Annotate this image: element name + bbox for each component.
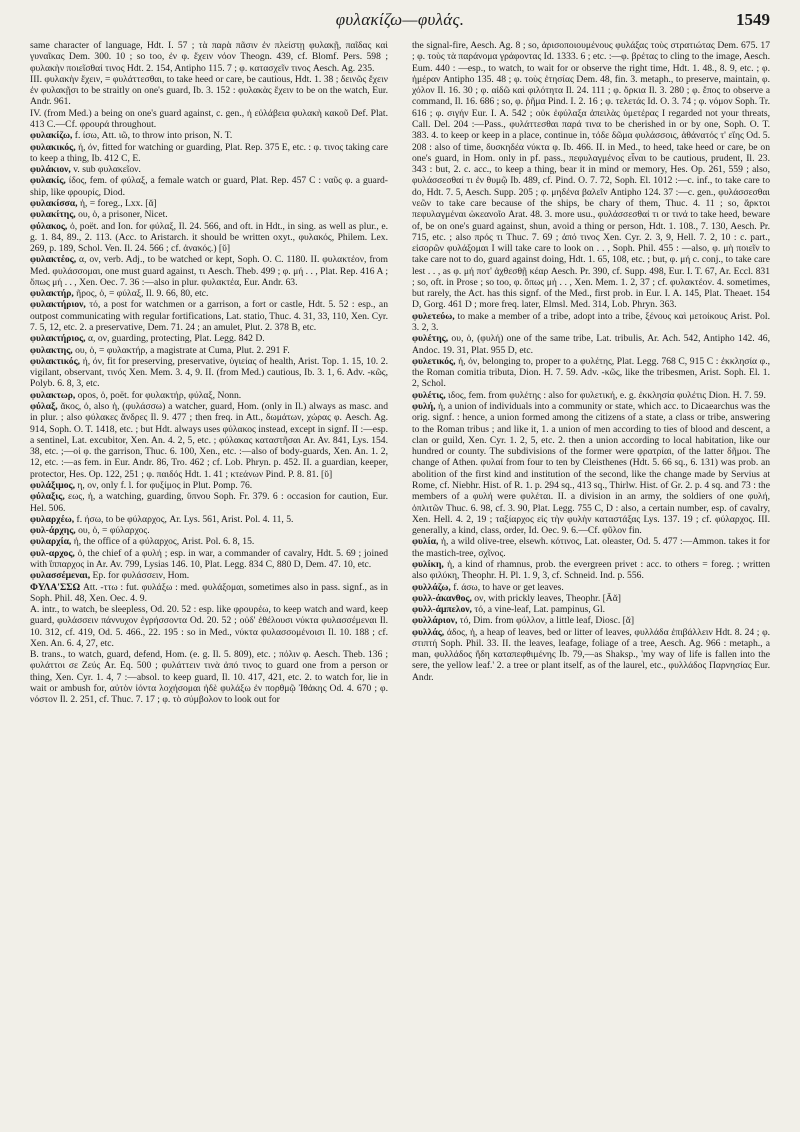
- dictionary-entry: [30, 288, 388, 299]
- entry-text: ἡ, a kind of rhamnus, prob. the evergreen privet : acc. to others = foreg. ; written also φιλύκη, Theophr. H. Pl. 1. 9, 3, cf. Schneid. Ind. p. 556.: [412, 558, 770, 582]
- headword: φύλαξις,: [30, 491, 65, 503]
- dictionary-entry: [412, 559, 770, 582]
- entry-text: f. ίσω, Att. ιῶ, to throw into prison, N. T.: [74, 130, 233, 142]
- headword: φυλλάριον,: [412, 615, 458, 627]
- headword: φυλ-άρχης,: [30, 525, 76, 537]
- entry-text: ιδος, fem. from φυλέτης : also for φυλετική, e. g. ἐκκλησία φυλέτις Dion. H. 7. 59.: [448, 389, 766, 401]
- entry-paragraph: [412, 40, 770, 311]
- headword: φυλή,: [412, 401, 436, 412]
- headword: φυλάξιμος,: [30, 479, 75, 491]
- dictionary-entry: [30, 525, 388, 536]
- dictionary-entry: [412, 615, 770, 626]
- headword: φυλακτικός,: [30, 355, 81, 367]
- headword: φυλακτέος,: [30, 254, 77, 266]
- entry-text: f. άσω, to have or get leaves.: [453, 581, 564, 593]
- entry-text: ἡ, a wild olive-tree, elsewh. κότινος, Lat. oleaster, Od. 5. 477 :—Ammon. takes it for the mastich-tree, σχῖνος.: [412, 536, 770, 559]
- entry-text: άδος, ἡ, a heap of leaves, bed or litter of leaves, φυλλάδα ἐπιβάλλειν Hdt. 8. 24 ; φ. στιπτή Soph. Phil. 33. II. the leaves, leafage, foliage of a tree, Aesch. Ag. 966 : metaph., a man, φυλλάδος ἤδη καταπεφθιμένης Ib. 79,—as Shaksp., 'my way of life is fallen into the sere, the yellow leaf.' 2. a tree or plant itself, as of the laurel, etc., φυλλάδος Παρνησίας Eur. Andr.: [412, 626, 770, 683]
- dictionary-entry: [412, 311, 770, 334]
- headword: φύλακος,: [30, 220, 68, 232]
- entry-text: ου, ὁ, = φυλακτήρ, a magistrate at Cuma, Plut. 2. 291 F.: [75, 344, 290, 356]
- dictionary-entry: [30, 299, 388, 333]
- dictionary-entry: [412, 333, 770, 356]
- entry-text: IV. (from Med.) a being on one's guard against, c. gen., ἡ εὐλάβεια φυλακὴ κακοῦ Def. Plat. 413 C.—Cf. φρουρά throughout.: [30, 107, 388, 130]
- dictionary-entry: [30, 491, 388, 514]
- entry-text: η, ον, only f. l. for φυξίμος in Plut. Pomp. 76.: [77, 479, 253, 491]
- running-head: φυλακίζω—φυλάς.: [335, 10, 465, 29]
- dictionary-entry: [30, 356, 388, 390]
- entry-text: III. φυλακὴν ἔχειν, = φυλάττεσθαι, to take heed or care, be cautious, Hdt. 1. 38 ; δεινῶς ἔχειν ἐν φυλακῇσι to be straitly on one's guard, Ib. 3. 152 : φυλακὰς ἔχειν to be on the watch, Eur. Andr. 961.: [30, 73, 388, 108]
- dictionary-entry: [30, 570, 388, 581]
- entry-paragraph: [30, 604, 388, 649]
- entry-text: f. ήσω, to be φύλαρχος, Ar. Lys. 561, Arist. Pol. 4. 11, 5.: [76, 513, 294, 525]
- entry-text: ου, ὁ, = φύλαρχος.: [78, 525, 150, 537]
- headword: φυλλ-άκανθος,: [412, 592, 472, 604]
- entry-text: τό, a post for watchmen or a garrison, a fort or castle, Hdt. 5. 52 : esp., an outpost communicating with regular fortifications, Lat. statio, Thuc. 4. 31, 33, 110, Xen. Cyr. 7. 5, 12, etc. 2. a preservative, Dem. 71. 24 ; an amulet, Plut. 2. 378 B, etc.: [30, 299, 388, 334]
- dictionary-entry: [30, 548, 388, 571]
- headword: φυλετικός,: [412, 355, 456, 367]
- entry-text: ὁ, poët. and Ion. for φύλαξ, Il. 24. 566, and oft. in Hdt., in sing. as well as plur., e. g. 1. 84, 89., 2. 113. (Acc. to Aristarch. it should be written oxyt., φυλακός, Philem. Lex. 269, p. 189, Schol. Ven. Il. 24. 566 ; cf. ἀνακός.) [ῠ]: [30, 220, 388, 255]
- entry-paragraph: [30, 108, 388, 131]
- entry-paragraph: [30, 74, 388, 108]
- entry-text: α, ον, guarding, protecting, Plat. Legg. 842 D.: [88, 333, 265, 345]
- left-column: [30, 40, 388, 1122]
- page-header: [30, 10, 770, 36]
- entry-text: Att. -ττω : fut. φυλάξω : med. φυλάξομαι, sometimes also in pass. signf., as in Soph. Phil. 48, Xen. Oec. 4. 9.: [30, 581, 388, 604]
- dictionary-entry: [30, 198, 388, 209]
- headword: φυλέτις,: [412, 389, 446, 401]
- entry-text: to make a member of a tribe, adopt into a tribe, ξένους καὶ μετοίκους Arist. Pol. 3. 2, 3.: [412, 310, 770, 334]
- columns: [30, 40, 770, 1122]
- entry-text: ή, όν, fitted for watching or guarding, Plat. Rep. 375 E, etc. : φ. τινος taking care to keep a thing, Ib. 412 C, E.: [30, 141, 388, 164]
- dictionary-entry: [30, 164, 388, 175]
- dictionary-entry: [30, 345, 388, 356]
- headword: φυλία,: [412, 536, 439, 548]
- dictionary-entry: [30, 130, 388, 141]
- entry-text: τό, Dim. from φύλλον, a little leaf, Diosc. [ᾰ]: [459, 615, 635, 627]
- entry-text: ου, ὁ, a prisoner, Nicet.: [78, 209, 168, 221]
- entry-paragraph: [30, 649, 388, 705]
- headword: φυλακτωρ,: [30, 389, 76, 401]
- entry-text: v. sub φυλακεῖον.: [73, 164, 141, 176]
- entry-text: τό, a vine-leaf, Lat. pampinus, Gl.: [474, 604, 606, 616]
- headword: φύλαξ,: [30, 401, 58, 412]
- headword: ΦΥΛΑ'ΣΣΩ: [30, 581, 81, 593]
- entry-text: ἡ, = foreg., Lxx. [ᾰ]: [79, 197, 157, 209]
- headword: φυλακτήριον,: [30, 299, 86, 311]
- dictionary-entry: [30, 480, 388, 491]
- dictionary-entry: [412, 536, 770, 559]
- entry-text: ἡ, a union of individuals into a community or state, which acc. to Dicaearchus was the orig. signf. : hence, a union formed among the citizens of a state, a class or tribe, answering to the Roman tribus ; and like it, 1. a union of men according to ties of blood and descent, a clan or guild, Xen. Cyr. 1. 2, 5, etc. 2. then a union according to local habitation, like our hundred or county. The subdivisions of the former were φρατρίαι, of the latter δῆμοι. The change of Athen. φυλαί from four to ten by Cleisthenes (Hdt. 5. 66 sq., 6. 131) was prob. an abolition of the first kind and institution of the second, like the change made by Servius at Rome, cf. Niebhr. Hist. of R. 1. p. 294 sq., 413 sq., Thirlw. Hist. of Gr. 2. p. 4 sq. and 73 : the members of a φυλή were φυλέται. II. a division in an army, the soldiers of one φυλή, ὁπλιτῶν Thuc. 6. 98, cf. 3. 90, Plat. Legg. 755 C, D : also, a certain number, esp. of cavalry, Xen. Hell. 4. 2, 19 ; ταξίαρχος εἰς τὴν φυλὴν καταστάξας Lys. 137. 19 ; cf. φύλαρχος. III. generally, a kind, class, order, Id. Oec. 9. 6.—Cf. φῦλον fin.: [412, 401, 770, 537]
- right-column: [412, 40, 770, 1122]
- headword: φυλακτήριος,: [30, 333, 86, 345]
- dictionary-entry: [30, 142, 388, 165]
- entry-text: ου, ὁ, (φυλή) one of the same tribe, Lat. tribulis, Ar. Ach. 542, Antipho 142. 46, Andoc. 19. 31, Plat. 955 D, etc.: [412, 333, 770, 356]
- dictionary-entry: [412, 604, 770, 615]
- dictionary-entry: [30, 390, 388, 401]
- entry-text: A. intr., to watch, be sleepless, Od. 20. 52 : esp. like φρουρέω, to keep watch and ward, keep guard, φυλάσσειν πάννυχον ἐγρήσσοντα Od. 20. 52 ; οὐδ' ἐθέλουσι νύκτα φυλασσέμεναι Il. 10. 312, cf. 419, Od. 5. 466., 22. 195 : so in Med., νύκτα φυλασσομένοισι Il. 10. 188 ; cf. Xen. An. 6. 4, 27, etc.: [30, 604, 388, 649]
- dictionary-entry: [30, 401, 388, 480]
- entry-text: opos, ὁ, poët. for φυλακτήρ, φύλαξ, Nonn.: [77, 389, 242, 401]
- dictionary-entry: [412, 593, 770, 604]
- headword: φυλάκιον,: [30, 164, 71, 176]
- dictionary-entry: [412, 582, 770, 593]
- headword: φυλετεύω,: [412, 310, 455, 322]
- entry-text: εως, ἡ, a watching, guarding, ὕπνου Soph. Fr. 379. 6 : occasion for caution, Eur. Hel. 506.: [30, 491, 388, 514]
- entry-text: Ep. for φυλάσσειν, Hom.: [92, 570, 190, 582]
- entry-text: same character of language, Hdt. I. 57 ; τὰ παρὰ πᾶσιν ἐν πλείστῃ φυλακῇ, παῖδας καὶ γυναῖκας Dem. 300. 10 ; so too, ἐν φ. ἔχειν νόον Theogn. 439, cf. Blomf. Pers. 598 ; φυλακὴν ποιεῖσθαί τινος Hdt. 2. 154, Antipho 115. 7 ; φ. κατασχεῖν τινος Aesch. Ag. 235.: [30, 40, 388, 74]
- dictionary-entry: [30, 221, 388, 255]
- headword: φυλίκη,: [412, 558, 444, 570]
- entry-text: ή, όν, fit for preserving, preservative, ὑγιείας of health, Arist. Top. 1. 15, 10. 2. vigilant, observant, τινός Xen. Mem. 3. 4, 9. II. (from Med.) cautious, Ib. 3. 1, 6. Adv. -κῶς, Polyb. 6. 8, 3, etc.: [30, 355, 388, 390]
- entry-text: ῆρος, ὁ, = φύλαξ, Il. 9. 66, 80, etc.: [76, 288, 209, 300]
- entry-text: ον, with prickly leaves, Theophr. [Ᾱᾰ]: [474, 592, 621, 604]
- dictionary-entry: [30, 175, 388, 198]
- headword: φυλακτήρ,: [30, 288, 74, 300]
- headword: φυλλ-άμπελον,: [412, 604, 472, 616]
- entry-text: ίδος, fem. of φύλαξ, a female watch or guard, Plat. Rep. 457 C : ναῦς φ. a guard-ship, like φρουρίς, Diod.: [30, 175, 388, 198]
- dictionary-entry: [30, 333, 388, 344]
- headword: φυλακτης,: [30, 344, 73, 356]
- dictionary-entry: [30, 254, 388, 288]
- dictionary-entry: [30, 536, 388, 547]
- dictionary-entry: [30, 582, 388, 605]
- entry-text: the signal-fire, Aesch. Ag. 8 ; so, ἀρισοποιουμένους φυλάξας τοὺς στρατιώτας Dem. 675. 17 ; φ. τοὺς τὰ παράνομα γράφοντας Id. 1333. 6 ; etc. :—φ. βρέτας to cling to the image, Aesch. Eum. 440 : —esp., to watch, to wait for or observe the right time, Hdt. 1. 48., 8. 9, etc. ; φ. ἡμέραν Antipho 135. 48 ; φ. τοὺς ἐτησίας Dem. 48, fin. 3. metaph., to preserve, maintain, φ. χόλον Il. 16. 30 ; φ. αἰδῶ καὶ φιλότητα Il. 24. 111 ; φ. ὅρκια Il. 3. 280 ; φ. ἔπος to observe a command, Il. 16. 686 ; so, φ. ῥῆμα Pind. I. 2. 16 ; φ. τελετάς Id. O. 3. 74 ; φ. νόμον Soph. Tr. 616 ; φ. σιγήν Eur. I. A. 542 ; οὐκ ἐφύλαξα ἀπειλὰς ὑμετέρας I regarded not your threats, Call. Del. 204 :—Pass., φυλάττεσθαι παρά τινα to be cherished in or by one, Soph. O. T. 383. 4. to keep or keep in a place, continue in, τόδε δῶμα φυλάσσοις, ἀθάνατός τ' εἴης Od. 5. 208 : also of time, δυσκηδέα νύκτα φ. Ib. 466. II. in Med., to heed, take heed or care, be on one's guard, in Hom. only in pf. pass., πεφυλαγμένος εἶναι to be cautious, prudent, Il. 23. 343 : but, 2. c. acc., to keep a thing, bear it in mind or memory, Hes. Op. 261, 559 ; also, φυλάσσεσθαί τι ἐν θυμῷ Ib. 489, cf. Pind. O. 7. 72, Soph. El. 1012 :—c. inf., to take care to do, Hdt. 7. 5, Aesch. Supp. 205 ; φ. μηδένα βαλεῖν Antipho 124. 37 :—c. gen., φυλάσσεσθαι νεῶν to take care because of the ships, be chary of them, Thuc. 4. 11 ; so, ἄρκτοι πεφυλαγμέναι ὠκεανοῖο Arat. 48. 3. more usu., φυλάσσεσθαί τι or τινά to take heed, beware of, be on one's guard against, shun, avoid a thing or person, Hdt. 1. 108., 7. 130, Aesch. Pr. 715, etc. ; also πρός τι Thuc. 7. 69 ; ἀπό τινος Xen. Cyr. 2. 3, 9, Hell. 7. 2, 10 : c. part., εἰσορῶν φυλάξομαι I will take care to look on . . , Soph. Phil. 455 : —also, φ. μὴ ποιεῖν to take care not to do, guard against doing, Hdt. 1. 65, 108, etc. ; but, φ. μή c. conj., to take care lest . . , as φ. μή ποτ' ἀχθεσθῇ κέαρ Aesch. Pr. 390, cf. Supp. 498, Eur. I. T. 67, Ar. Eccl. 831 ; so, oft. in Prose ; so too, φ. ὅπως μή . . , Xen. Mem. 1. 2, 37 ; cf. φυλακτέον. 4. sometimes, but rarely, the Act. has this signf. of the Med., first prob. in Eur. I. A. 145, Plat. Theaet. 154 D, Gorg. 461 D ; more freq. later, Elmsl. Med. 314, Lob. Phryn. 363.: [412, 40, 770, 311]
- headword: φυλακίς,: [30, 175, 66, 187]
- headword: φυλασσέμεναι,: [30, 570, 91, 582]
- entry-text: ὁ, the chief of a φυλή ; esp. in war, a commander of cavalry, Hdt. 5. 69 ; joined with ἵππαρχος in Ar. Av. 799, Lysias 146. 10, Plat. Legg. 834 C, 880 D, Dem. 47. 10, etc.: [30, 547, 388, 570]
- dictionary-entry: [412, 390, 770, 401]
- headword: φυλαρχία,: [30, 536, 72, 548]
- entry-text: ή, όν, belonging to, proper to a φυλέτης, Plat. Legg. 768 C, 915 C : ἐκκλησία φ., the Roman comitia tributa, Dion. H. 7. 59. Adv. -κῶς, like the tribesmen, Arist. Soph. El. 1. 2, Schol.: [412, 355, 770, 390]
- entry-text: ἡ, the office of a φύλαρχος, Arist. Pol. 6. 8, 15.: [73, 536, 255, 548]
- page-number: 1549: [736, 10, 770, 29]
- headword: φυλακίτης,: [30, 209, 76, 221]
- headword: φυλέτης,: [412, 333, 449, 345]
- entry-text: B. trans., to watch, guard, defend, Hom. (e. g. Il. 5. 809), etc. ; πόλιν φ. Aesch. Theb. 136 ; φυλάττοι σε Ζεύς Ar. Eq. 500 ; φυλάττειν τινὰ ἀπό τινος to guard one from a person or thing, Xen. Cyr. 1. 4, 7 :—absol. to keep guard, Il. 10. 417, 421, etc. 2. to watch for, lie in wait or ambush for, αὐτὸν ἰόντα λοχήσομαι ἠδὲ φυλάξω ἐν πορθμῷ Ἰθάκης Od. 4. 670 ; φ. νόστον Il. 2. 251, cf. Thuc. 7. 17 ; φ. τὸ σύμβολον to look out for: [30, 649, 388, 706]
- entry-text: α, ον, verb. Adj., to be watched or kept, Soph. O. C. 1180. II. φυλακτέον, from Med. φυλάσσομαι, one must guard against, τι Aesch. Theb. 499 ; φ. μή . . , Plat. Rep. 416 A ; ὅπως μή . . , Xen. Oec. 7. 36 :—also in plur. φυλακτέα, Eur. Andr. 63.: [30, 254, 388, 288]
- dictionary-entry: [30, 209, 388, 220]
- headword: φυλακίζω,: [30, 130, 73, 142]
- dictionary-entry: [412, 627, 770, 683]
- headword: φυλαρχέω,: [30, 513, 75, 525]
- headword: φυλ-αρχος,: [30, 547, 75, 559]
- dictionary-entry: [30, 514, 388, 525]
- headword: φυλλάζω,: [412, 581, 451, 593]
- entry-paragraph: [30, 40, 388, 74]
- entry-text: ᾰκος, ὁ, also ἡ, (φυλάσσω) a watcher, guard, Hom. (only in Il.) always as masc. and in plur. ; also φύλακες ἄνδρες Il. 9. 477 ; then freq. in Att., δωμάτων, χώρας φ. Aesch. Ag. 914, Soph. O. T. 1418, etc. ; but Hdt. always uses φύλακος instead, except in signf. II :—esp. a sentinel, Lat. excubitor, Xen. An. 4. 2, 5, etc. ; φύλακας καταστῆσαι Ar. Av. 841, Lys. 154. 38, etc. ;—οἱ φ. the garrison, Thuc. 6. 100, Xen., etc. :—also of body-guards, Xen. An. 1. 2, 12, etc. :—as fem. in Eur. Andr. 86, Tro. 462 ; cf. Lob. Phryn. p. 452. II. a guardian, keeper, protector, Hes. Op. 122, 251 ; φ. παιδός Hdt. 1. 41 ; κτεάνων Pind. P. 8. 81. [ῠ]: [30, 401, 388, 480]
- dictionary-entry: [412, 356, 770, 390]
- headword: φυλακικός,: [30, 141, 76, 153]
- headword: φυλακίσσα,: [30, 197, 78, 209]
- headword: φυλλάς,: [412, 626, 445, 638]
- dictionary-entry: [412, 401, 770, 536]
